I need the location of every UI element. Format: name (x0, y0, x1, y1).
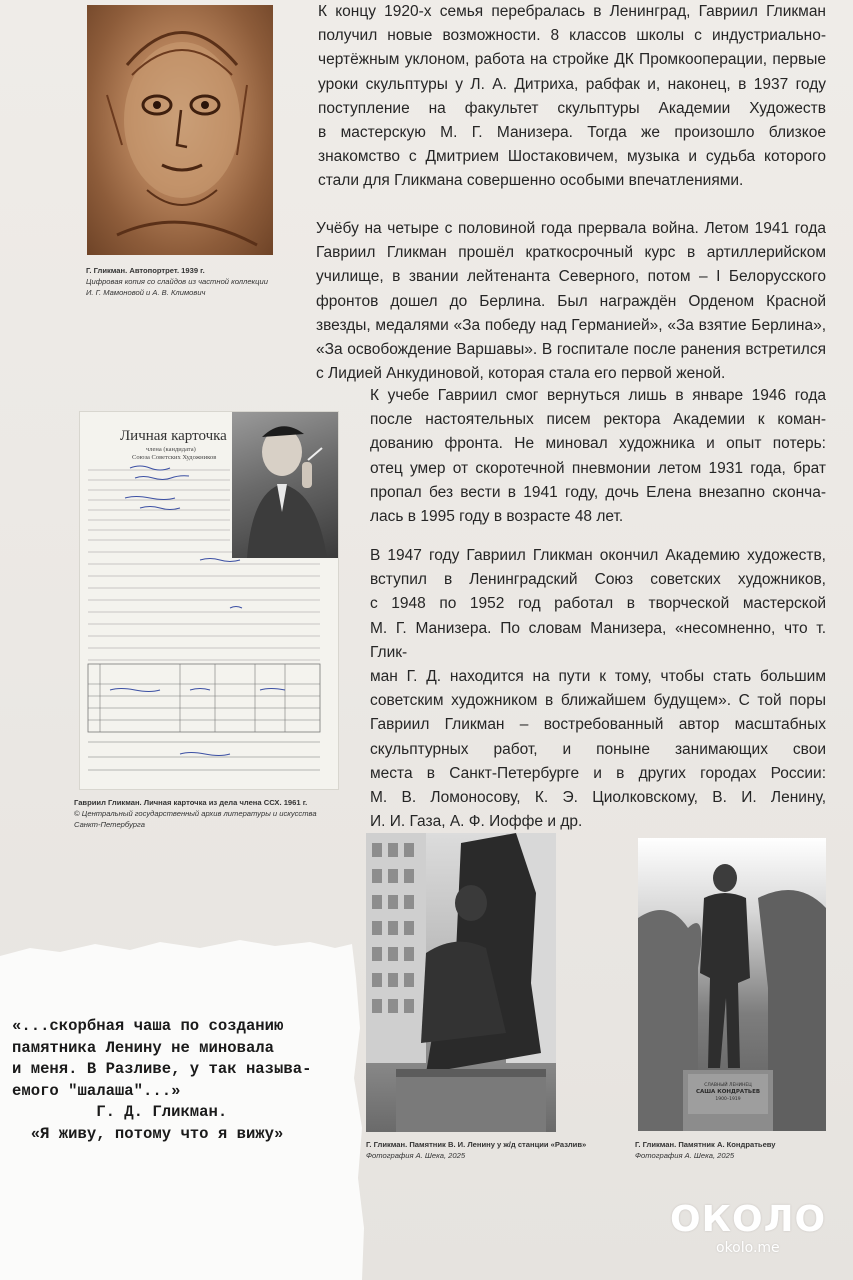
text-line: советским художником в ближайшем будущем». С той поры (370, 692, 826, 710)
okolo-logo[interactable] (670, 1200, 840, 1278)
paragraph-4 (370, 544, 826, 834)
caption-title: Г. Гликман. Памятник В. И. Ленину у ж/д станции «Разлив» (366, 1140, 587, 1149)
text-line: М. Г. Манизера. По словам Манизера, «несомненно, что т. Глик- (370, 619, 826, 661)
caption-credit: И. Г. Мамоновой и А. В. Климович (86, 288, 206, 297)
plaque-line: СЛАВНЫЙ ЛЕНИНЕЦ (704, 1083, 752, 1088)
text-line: после настоятельных писем ректора Академии к коман- (370, 411, 826, 429)
text-line: Учёбу на четыре с половиной года прервала война. Летом 1941 года (316, 220, 826, 237)
card-caption (74, 797, 334, 830)
quote-author: Г. Д. Гликман. (12, 1103, 228, 1122)
text-line: поступление на факультет скульптуры Академии Художеств (318, 99, 826, 117)
text-line: М. В. Ломоносову, К. Э. Циолковскому, В. И. Ленину, (370, 789, 826, 807)
plaque-line: САША КОНДРАТЬЕВ (695, 1089, 761, 1095)
caption-credit: Цифровая копия со слайдов из частной коллекции (86, 277, 268, 286)
caption-credit: Фотография А. Шека, 2025 (366, 1151, 466, 1160)
lenin-monument-photo (366, 833, 556, 1132)
okolo-logo-text: ОКОЛО (670, 1199, 827, 1240)
text-line: фронтов дошел до Берлина. Был награждён Орденом Красной (316, 292, 826, 310)
card-subheading: Союза Советских Художников (132, 454, 217, 461)
text-line: стали для Гликмана совершенно особыми впечатлениями. (318, 172, 744, 190)
text-line: И. И. Газа, А. Ф. Иоффе и др. (370, 813, 583, 831)
personal-card-document (79, 411, 339, 790)
text-line: К учебе Гавриил смог вернуться лишь в январе 1946 года (370, 387, 826, 404)
kondratiev-caption (635, 1139, 845, 1161)
text-line: звезды, медалями «За победу над Германией», «За взятие Берлина», (316, 316, 826, 334)
text-line: в мастерскую М. Г. Манизера. Тогда же произошло близкое (318, 124, 826, 142)
text-line: с 1948 по 1952 год работал в творческой мастерской (370, 595, 826, 613)
plaque-line: 1900–1919 (715, 1097, 741, 1102)
self-portrait-image (87, 5, 273, 255)
quote-line: и меня. В Разливе, у так называ- (12, 1060, 312, 1079)
paragraph-2 (316, 217, 826, 386)
text-line: получил новые возможности. 8 классов школы с индустриально- (318, 27, 826, 45)
text-line: Гавриил Гликман прошёл краткосрочный курс в артиллерийском (316, 244, 826, 262)
okolo-logo-url[interactable]: okolo.me (716, 1240, 780, 1256)
text-line: чертёжным уклоном, работа на стройке ДК Промкооперации, первые (318, 51, 826, 69)
glikman-quote (12, 1016, 360, 1146)
text-line: пропал без вести в 1941 году, дочь Елена внезапно скончa- (370, 483, 826, 501)
text-line: училище, в звании лейтенанта Северного, потом – I Белорусского (316, 268, 826, 286)
text-line: лась в 1995 году в возрасте 48 лет. (370, 508, 624, 526)
lenin-caption (366, 1139, 596, 1161)
quote-line: емого "шалаша"...» (12, 1081, 181, 1100)
quote-line: памятника Ленину не миновала (12, 1038, 275, 1057)
text-line: «За освобождение Варшавы». В госпитале после ранения встретился (316, 341, 826, 359)
kondratiev-monument-photo (638, 838, 826, 1131)
caption-title: Гавриил Гликман. Личная карточка из дела члена ССХ. 1961 г. (74, 798, 308, 807)
self-portrait-sketch (87, 5, 273, 255)
text-line: В 1947 году Гавриил Гликман окончил Академию художеств, (370, 547, 826, 564)
text-line: знакомство с Дмитрием Шостаковичем, музыка и судьба которого (318, 148, 826, 166)
text-line: К концу 1920-х семья перебралась в Ленинград, Гавриил Гликман (318, 3, 826, 20)
text-line: Гавриил Гликман – востребованный автор масштабных (370, 716, 826, 734)
card-portrait-figure (232, 412, 338, 558)
lenin-monument-scene (366, 833, 556, 1132)
card-subheading: члена (кандидата) (146, 446, 196, 453)
card-heading: Личная карточка (120, 428, 227, 444)
paragraph-3 (370, 384, 826, 529)
paragraph-1 (318, 0, 826, 194)
text-line: скульптурных работ, и поныне занимающих свои (370, 740, 826, 758)
self-portrait-caption (86, 265, 286, 298)
caption-title: Г. Гликман. Автопортрет. 1939 г. (86, 266, 205, 275)
text-line: уроки скульптуры у Л. А. Дитриха, рабфак и, наконец, в 1937 году (318, 75, 826, 93)
quote-line: «...скорбная чаша по созданию (12, 1017, 284, 1035)
caption-credit: Фотография А. Шека, 2025 (635, 1151, 735, 1160)
monument-plaque-text (690, 1082, 766, 1103)
text-line: вступил в Ленинградский Союз советских художников, (370, 571, 826, 589)
text-line: ман Г. Д. находится на пути к тому, чтобы стать большим (370, 668, 826, 686)
quote-source: «Я живу, потому что я вижу» (12, 1124, 284, 1143)
caption-title: Г. Гликман. Памятник А. Кондратьеву (635, 1140, 776, 1149)
caption-credit: Санкт-Петербурга (74, 820, 145, 829)
text-line: отец умер от скоротечной пневмонии летом 1931 года, брат (370, 459, 826, 477)
text-line: дованию фронта. Не миновал художника и опыт потерь: (370, 435, 826, 453)
card-portrait-photo (232, 412, 338, 558)
caption-credit: © Центральный государственный архив литературы и искусства (74, 809, 317, 818)
text-line: с Лидией Анкудиновой, которая стала его первой женой. (316, 365, 726, 383)
text-line: места в Санкт-Петербурге и в других городах России: (370, 764, 826, 782)
